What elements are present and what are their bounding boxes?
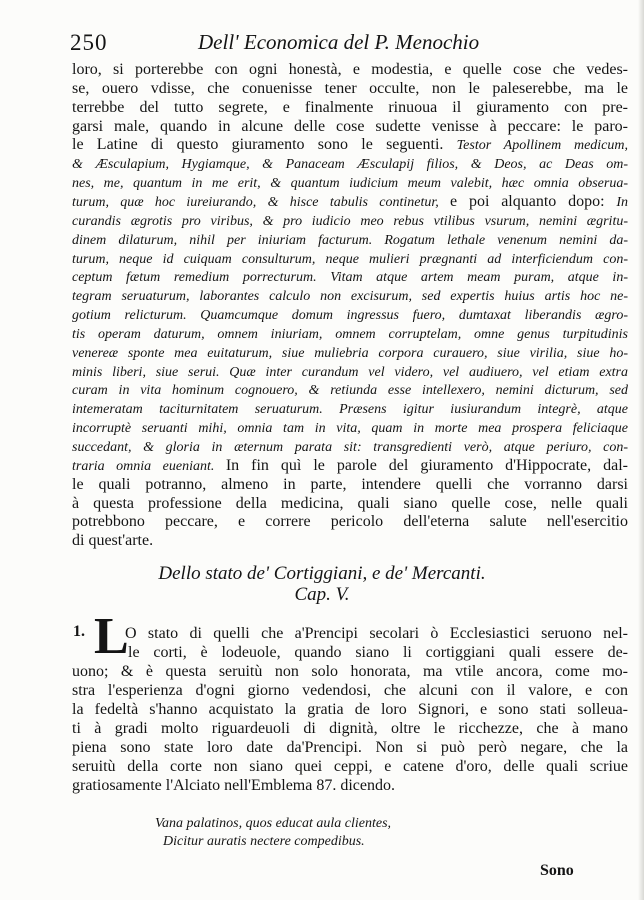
text-line: [72, 117, 628, 136]
roman-text: se, ouero vdisse, che conuenisse tener occulte, non le paleserebbe, ma le: [72, 79, 628, 97]
latin-italic-text: tegram seruaturum, laborantes calculo non excisurum, sed expertis huius artis hoc ne-: [72, 289, 628, 305]
roman-text: garsi male, quando in alcune delle cose sudette venisse à peccare: le paro-: [72, 117, 628, 135]
roman-text: terrebbe del tutto segrete, e finalmente rinuoua il giuramento con pre-: [72, 98, 628, 116]
roman-text: In fin quì le parole del giuramento d'Hippocrate, dal-: [225, 456, 628, 474]
text-line: [72, 531, 628, 550]
chapter-number: Cap. V.: [294, 584, 350, 605]
catchword: Sono: [540, 862, 574, 879]
roman-text: e poi alquanto dopo:: [450, 192, 617, 210]
text-line: seruitù della corte non siano quei ceppi, e catene d'oro, delle quali scriue: [72, 758, 628, 775]
text-line: [72, 211, 628, 231]
latin-italic-text: turum, neque id cuiquam consulturum, neque mulieri prægnanti ad interficiendum con-: [72, 251, 628, 267]
latin-italic-text: tis operam daturum, omnem iniuriam, omnem corruptelam, omne genus turpitudinis: [72, 326, 628, 342]
text-line: gratiosamente l'Alciato nell'Emblema 87. dicendo.: [72, 777, 395, 794]
text-line: [72, 173, 628, 193]
text-line: [72, 230, 628, 250]
text-line: [72, 249, 628, 269]
text-line: [72, 98, 628, 117]
text-line: [72, 418, 628, 438]
latin-italic-text: minis liberi, siue serui. Quæ inter curandum vel videro, vel audiuero, vel etiam extra: [72, 364, 628, 380]
text-line: [72, 456, 628, 476]
latin-italic-text: curandis ægrotis pro viribus, & pro iudicio meo rebus vtilibus vsurum, nemini ægritu-: [72, 213, 628, 229]
latin-italic-text: gotium relicturum. Quamcumque domum ingressus fuero, dumtaxat liberandis ægro-: [72, 308, 628, 324]
text-line: O stato di quelli che a'Prencipi secolari ò Ecclesiastici seruono nel-: [125, 625, 628, 642]
text-line: [72, 79, 628, 98]
running-title: Dell' Economica del P. Menochio: [198, 30, 480, 54]
page-number: 250: [70, 30, 108, 55]
paragraph-number: 1.: [73, 623, 85, 640]
text-line: [72, 475, 628, 494]
text-line: piena sono state loro date da'Prencipi. Non si può però negare, che la: [72, 739, 628, 756]
text-line: [72, 399, 628, 419]
latin-italic-text: nes, me, quantum in me erit, & quantum iudicium meum valebit, hæc omnia obserua-: [72, 176, 628, 192]
roman-text: le Latine di questo giuramento sono le seguenti.: [72, 136, 457, 154]
roman-text: potrebbono peccare, e correre pericolo dell'eterna salute nell'esercitio: [72, 513, 628, 531]
verse-line: Vana palatinos, quos educat aula clientes,: [155, 816, 392, 831]
text-line: [72, 135, 628, 155]
text-line: [72, 305, 628, 325]
text-line: [72, 154, 628, 174]
text-line: [72, 362, 628, 382]
text-line: [72, 512, 628, 531]
text-line: [72, 192, 628, 212]
latin-italic-text: dinem dilaturum, nihil per iniuriam facturum. Rogatum lethale venenum nemini da-: [72, 232, 628, 248]
text-line: le corti, è lodeuole, quando siano li cortiggiani quali essere de-: [128, 644, 628, 661]
latin-italic-text: curam in vita hominum cognouero, & retiunda esse intellexero, nemini dicturum, sed: [72, 383, 628, 399]
text-line: [72, 380, 628, 400]
text-line: la fedeltà s'hanno acquistato la gratia de loro Signori, e sono stati solleua-: [72, 701, 628, 718]
latin-italic-text: & Æsculapium, Hygiamque, & Panaceam Æsculapij filios, & Deos, ac Deas om-: [72, 157, 628, 173]
latin-italic-text: ceptum fætum remedium porrecturum. Vitam atque artem meam puram, atque in-: [72, 270, 628, 286]
latin-italic-text: traria omnia eueniant.: [72, 458, 226, 474]
roman-text: loro, si porterebbe con ogni honestà, e modestia, e quelle cose che vedes-: [72, 61, 628, 78]
roman-text: di quest'arte.: [72, 532, 154, 550]
drop-cap: L: [94, 608, 129, 665]
latin-italic-text: venereæ sponte mea euitaturum, siue muliebria corpora curauero, siue virilia, siue ho-: [72, 345, 628, 361]
text-line: [72, 286, 628, 306]
latin-italic-text: incorruptè seruanti mihi, omnia tam in vita, quam in morte mea prospera feliciaque: [72, 421, 628, 437]
text-line: [72, 60, 628, 79]
latin-italic-text: succedant, & gloria in æternum parata sit: transgredienti verò, atque periuro, con-: [72, 440, 628, 455]
page-edge-shadow: [638, 0, 644, 900]
text-line: ti à gradi molto riguardeuoli di dignità, oltre le ricchezze, che à mano: [72, 720, 628, 737]
text-line: [72, 324, 628, 344]
roman-text: le quali potranno, almeno in parte, intendere quelli che vorranno darsi: [72, 475, 628, 493]
roman-text: à questa professione della medicina, quali siano quelle cose, nelle quali: [72, 494, 628, 512]
latin-italic-text: intemeratam taciturnitatem seruaturum. Præsens igitur iusiurandum integrè, atque: [72, 402, 628, 418]
latin-italic-text: Testor Apollinem medicum,: [456, 138, 628, 154]
text-line: stra l'esperienza d'ogni giorno vedendosi, che alcuni con il valore, e con: [72, 682, 628, 699]
latin-italic-text: In: [616, 194, 629, 210]
text-line: [72, 437, 628, 457]
text-line: [72, 267, 628, 287]
text-line: [72, 494, 628, 513]
latin-italic-text: turum, quæ hoc iureiurando, & hisce tabulis continetur,: [72, 194, 451, 210]
text-line: [72, 343, 628, 363]
chapter-title: Dello stato de' Cortiggiani, e de' Mercanti.: [158, 563, 486, 584]
text-line: uono; & è questa seruitù non solo honorata, ma vtile ancora, come mo-: [72, 663, 628, 680]
verse-line: Dicitur auratis nectere compedibus.: [163, 834, 365, 849]
